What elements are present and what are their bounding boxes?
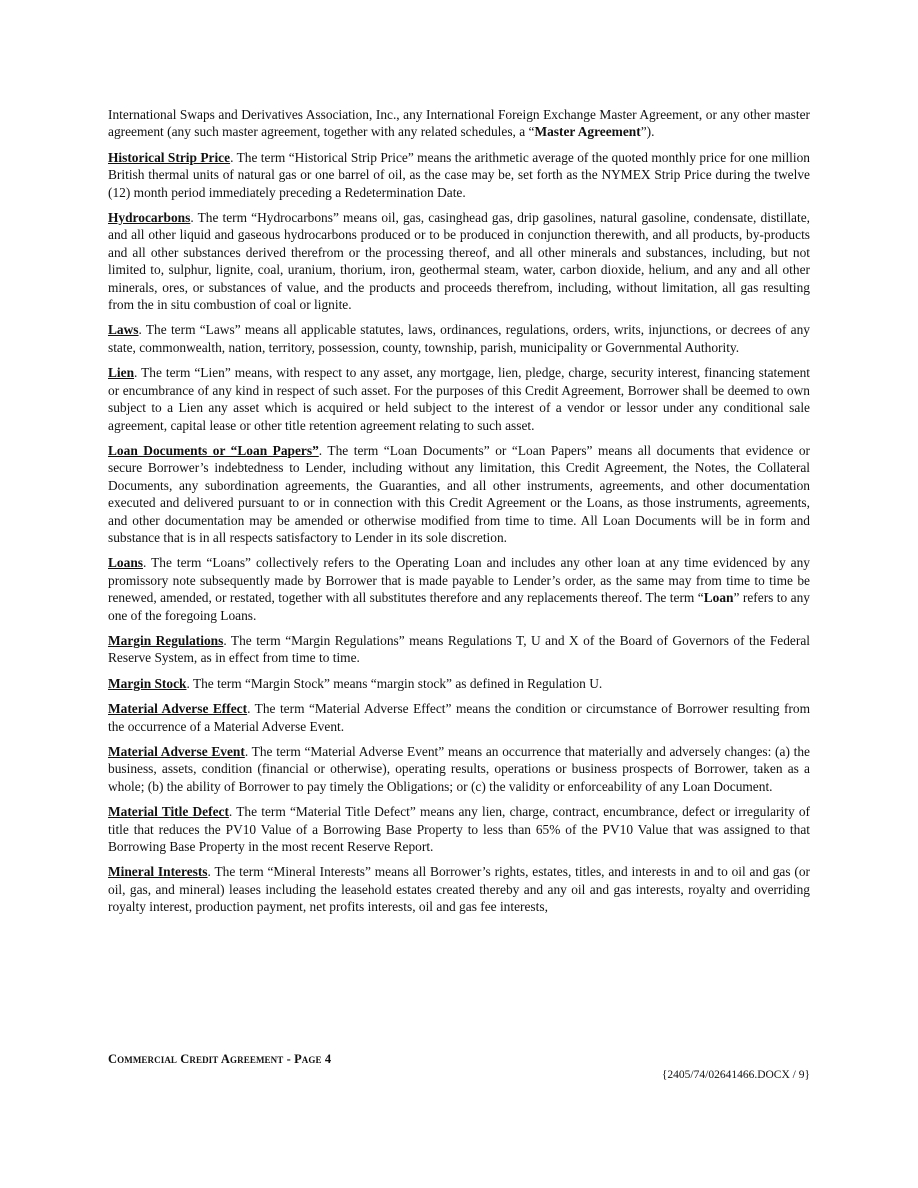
footer-page-title: Commercial Credit Agreement - Page 4 <box>108 1052 332 1066</box>
defined-term: Material Title Defect <box>108 804 229 820</box>
definition-hydrocarbons <box>108 209 810 313</box>
defined-term: Loans <box>108 555 143 571</box>
defined-term-inline: Master Agreement <box>534 124 641 140</box>
defined-term: Margin Regulations <box>108 632 224 648</box>
defined-term: Hydrocarbons <box>108 210 191 226</box>
paragraph-master-agreement <box>108 106 810 141</box>
definition-mineral-interests <box>108 863 810 915</box>
definition-text: . The term “Historical Strip Price” means the arithmetic average of the quoted monthly price for one million British thermal units of natural gas or one barrel of oil, as the case may be, set forth as the NYMEX Strip Price during the twelve (12) month period immediately preceding a Redetermination Date. <box>108 149 811 200</box>
definition-text: . The term “Lien” means, with respect to any asset, any mortgage, lien, pledge, charge, security interest, financing statement or encumbrance of any kind in respect of such asset. For the purposes of this Credit Agreement, Borrower shall be deemed to own subject to a Lien any asset which is acquired or held subject to the interest of a vendor or lessor under any conditional sale agreement, capital lease or other title retention agreement relating to such asset. <box>108 365 810 433</box>
definition-text: . The term “Material Adverse Effect” means the condition or circumstance of Borrower resulting from the occurrence of a Material Adverse Event. <box>108 701 810 734</box>
definition-text: . The term “Loans” collectively refers to the Operating Loan and includes any other loan at any time evidenced by any promissory note subsequently made by Borrower that is made payable to Lender’s order, as the same may from time to time be renewed, amended, or restated, together with all substitutes therefore and any replacements thereof. The term “ <box>108 555 810 606</box>
definition-text: ” refers to any one of the foregoing Loans. <box>108 590 810 623</box>
defined-term: Material Adverse Effect <box>108 701 248 717</box>
definition-material-title-defect <box>108 803 810 855</box>
definition-text: . The term “Hydrocarbons” means oil, gas, casinghead gas, drip gasolines, natural gasoline, condensate, distillate, and all other liquid and gaseous hydrocarbons produced or to be produced in conjunction therewith, and all products, by-products and all other substances derived therefrom or the processing thereof, and all other minerals and substances, including, but not limited to, sulphur, lignite, coal, uranium, thorium, iron, geothermal steam, water, carbon dioxide, helium, and any and all other minerals, ores, or substances of value, and the products and proceeds therefrom, including, without limitation, all gas resulting from the in situ combustion of coal or lignite. <box>108 210 810 313</box>
definition-lien <box>108 364 810 434</box>
definition-text: . The term “Material Adverse Event” means an occurrence that materially and adversely changes: (a) the business, assets, condition (financial or otherwise), operating results, operations or business prospects of Borrower, taken as a whole; (b) the ability of Borrower to pay timely the Obligations; or (c) the validity or enforceability of any Loan Document. <box>108 744 810 794</box>
footer-document-id: {2405/74/02641466.DOCX / 9} <box>661 1069 810 1081</box>
definition-historical-strip-price <box>108 149 810 201</box>
paragraph-text: ”). <box>640 124 655 140</box>
definition-loan-documents <box>108 442 810 546</box>
definition-material-adverse-effect <box>108 700 810 735</box>
definition-material-adverse-event <box>108 743 810 795</box>
definition-laws <box>108 321 810 356</box>
defined-term: Material Adverse Event <box>108 744 245 759</box>
definition-text: . The term “Laws” means all applicable statutes, laws, ordinances, regulations, orders, writs, injunctions, or decrees of any state, commonwealth, nation, territory, possession, county, township, parish, municipality or Governmental Authority. <box>108 322 810 355</box>
defined-term: Historical Strip Price <box>108 149 231 165</box>
definition-loans <box>108 554 810 624</box>
definition-text: . The term “Margin Regulations” means Regulations T, U and X of the Board of Governors of the Federal Reserve System, as in effect from time to time. <box>108 632 810 666</box>
definition-text: . The term “Mineral Interests” means all Borrower’s rights, estates, titles, and interests in and to oil and gas (or oil, gas, and mineral) leases including the leasehold estates created thereby and any oil and gas interests, royalty and overriding royalty interest, production payment, net profits interests, oil and gas fee interests, <box>108 864 811 915</box>
defined-term: Mineral Interests <box>108 864 208 880</box>
defined-term: Loan Documents or “Loan Papers” <box>108 442 319 458</box>
document-body <box>108 106 810 924</box>
defined-term: Lien <box>108 365 135 381</box>
definition-text: . The term “Loan Documents” or “Loan Papers” means all documents that evidence or secure Borrower’s indebtedness to Lender, including without any limitation, this Credit Agreement, the Notes, the Collateral Documents, any subordination agreements, the Guaranties, and all other instruments, agreements, and other documentation executed and delivered pursuant to or in connection with this Credit Agreement or the Loans, as those instruments, agreements, and other documentation may be amended or otherwise modified from time to time. All Loan Documents will be in form and substance that is in all respects satisfactory to Lender in its sole discretion. <box>108 442 810 545</box>
defined-term: Laws <box>108 322 139 338</box>
defined-term: Margin Stock <box>108 675 187 691</box>
definition-text: . The term “Margin Stock” means “margin stock” as defined in Regulation U. <box>186 675 603 691</box>
definition-text: . The term “Material Title Defect” means any lien, charge, contract, encumbrance, defect or irregularity of title that reduces the PV10 Value of a Borrowing Base Property to less than 65% of the PV10 Value that was assigned to that Borrowing Base Property in the most recent Reserve Report. <box>108 804 810 855</box>
paragraph-text: International Swaps and Derivatives Association, Inc., any International Foreign Exchange Master Agreement, or any other master agreement (any such master agreement, together with any related schedules, a “ <box>108 107 810 140</box>
defined-term-inline: Loan <box>703 590 734 606</box>
definition-margin-regulations <box>108 632 810 667</box>
definition-margin-stock <box>108 675 810 692</box>
